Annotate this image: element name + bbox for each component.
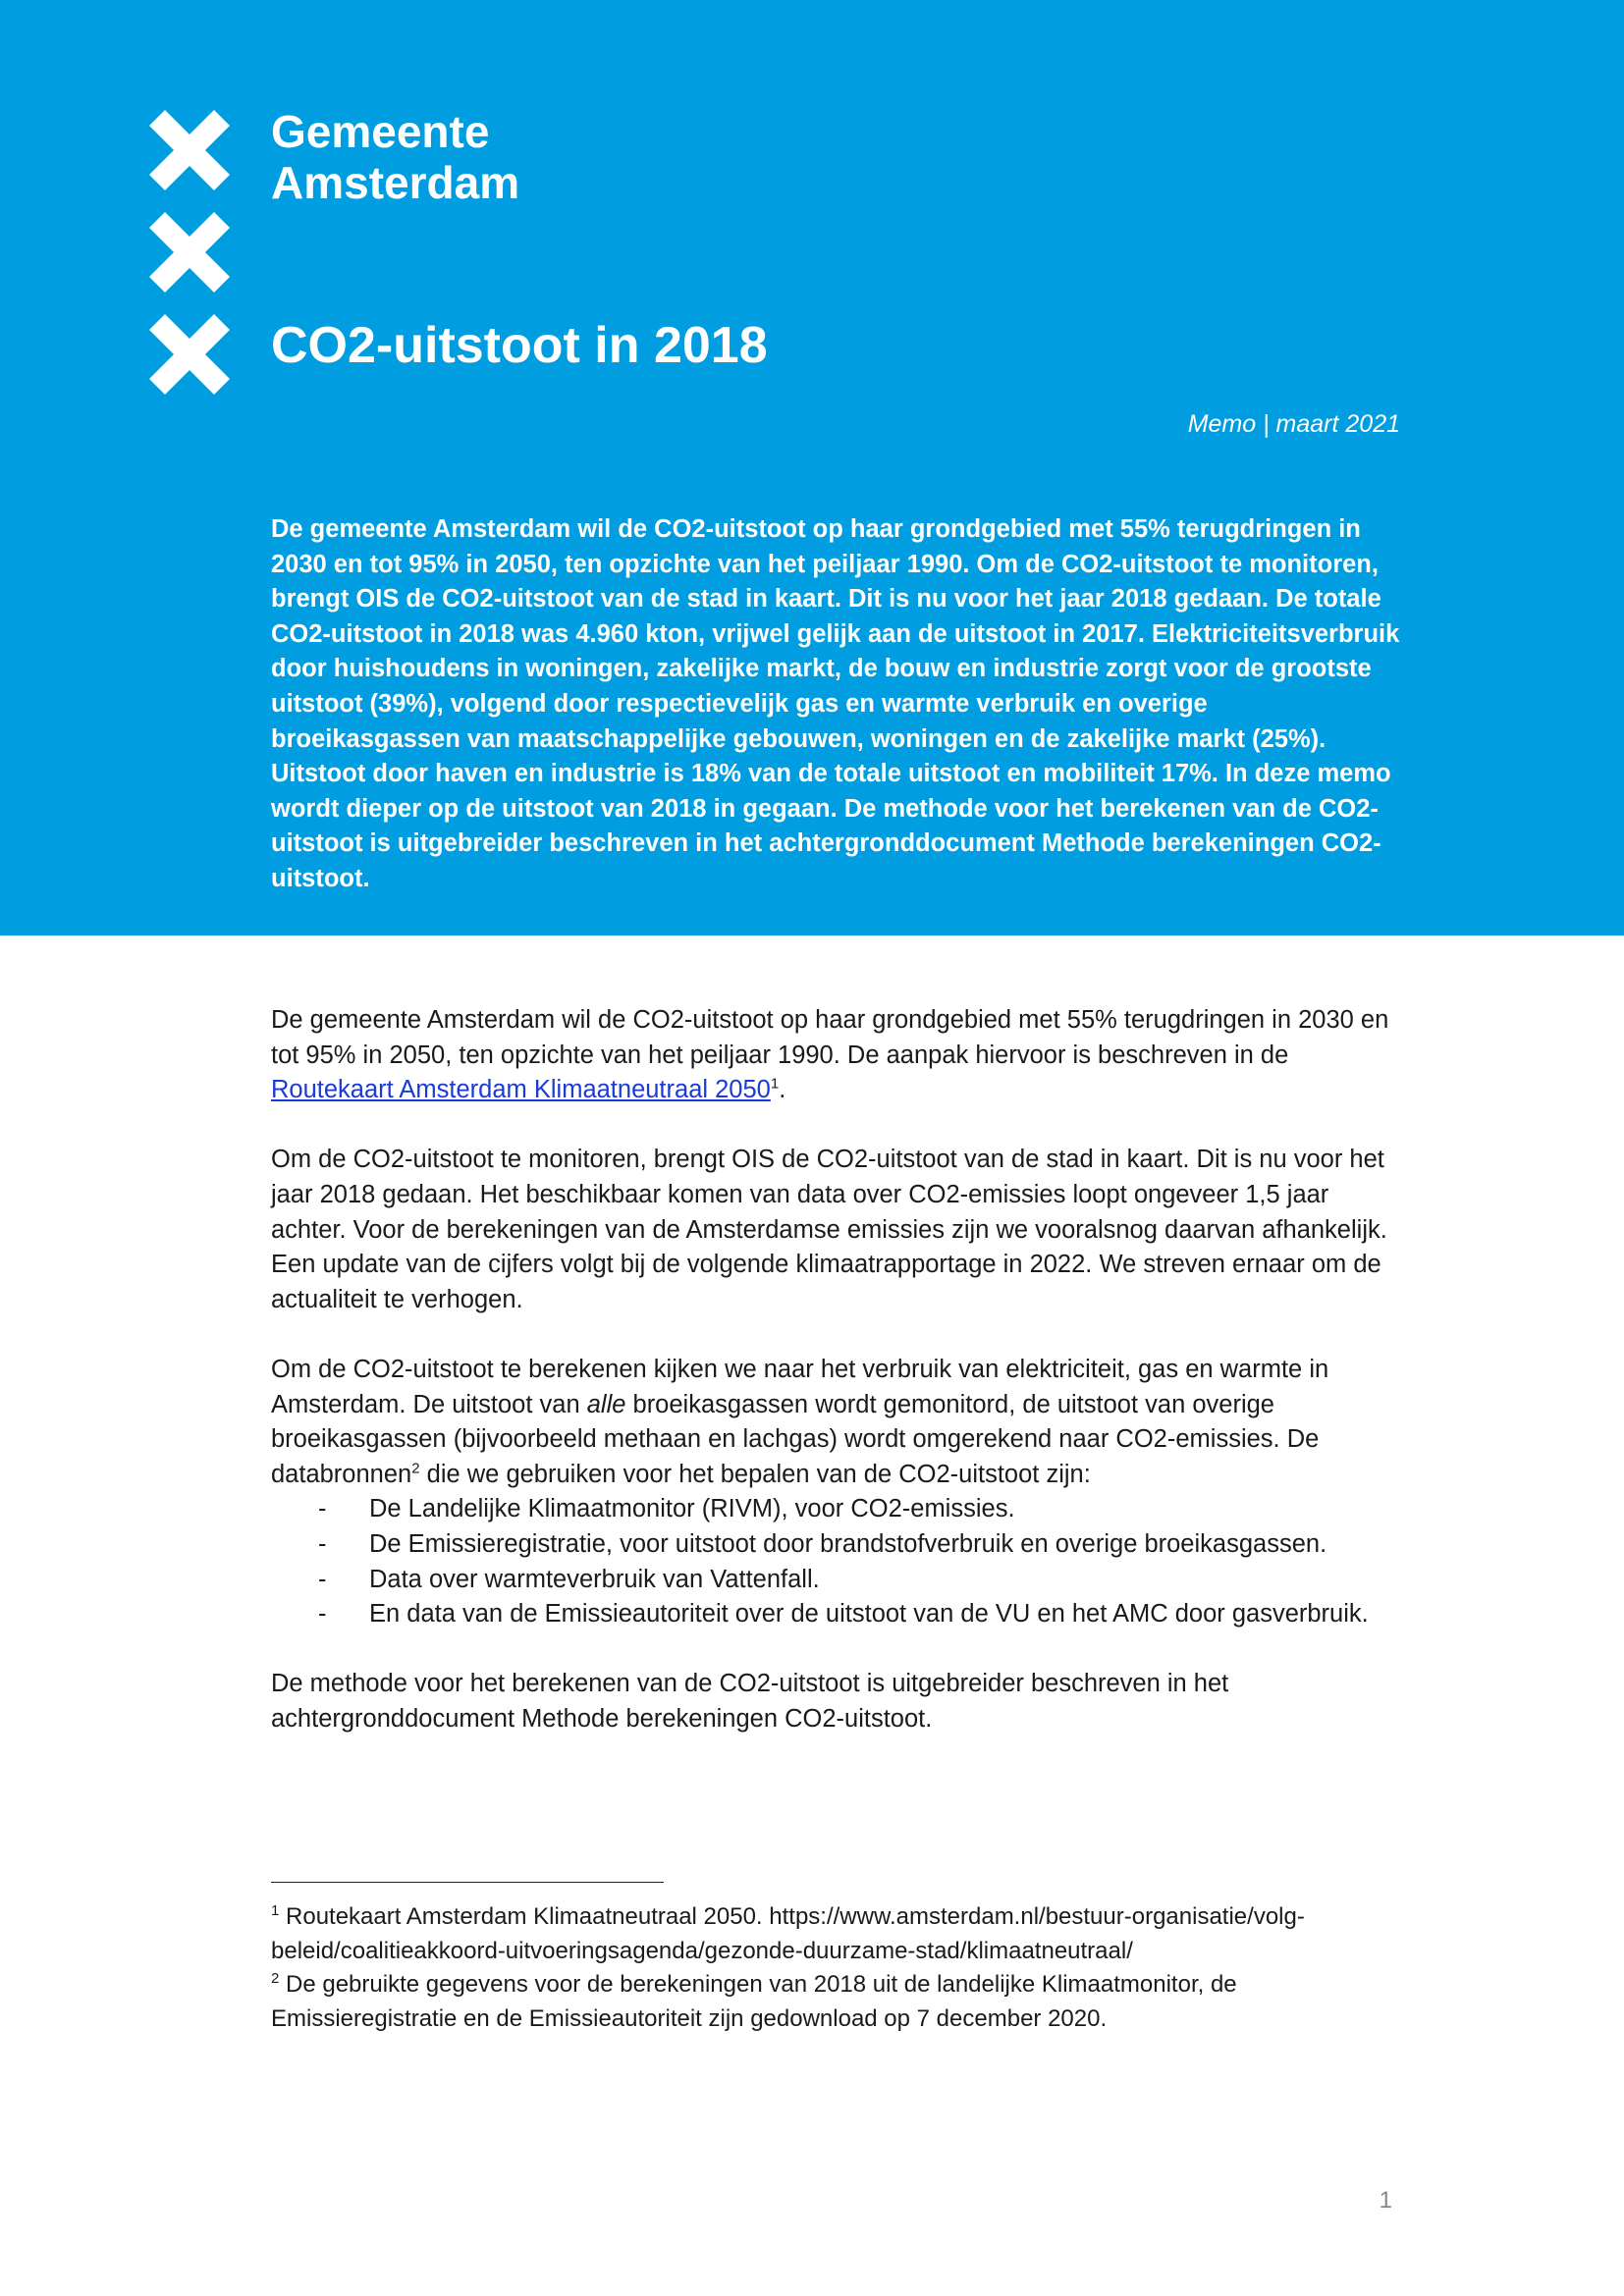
- footnote-ref-2[interactable]: 2: [411, 1460, 420, 1477]
- brand-name: [271, 106, 519, 208]
- header-banner: [0, 0, 1624, 935]
- footnote-divider: [271, 1882, 664, 1883]
- amsterdam-logo: [145, 106, 234, 412]
- paragraph-method: De methode voor het berekenen van de CO2-uitstoot is uitgebreider beschreven in het achtergronddocument Methode berekeningen CO2-uitstoot.: [271, 1670, 1229, 1733]
- routekaart-link[interactable]: Routekaart Amsterdam Klimaatneutraal 2050: [271, 1076, 771, 1104]
- list-item: - De Emissieregistratie, voor uitstoot door brandstofverbruik en overige broeikasgassen.: [271, 1527, 1400, 1563]
- calculation-text-a: Om de CO2-uitstoot te berekenen kijken we naar het verbruik van elektriciteit, gas en warmte in Amsterdam. De uitstoot van: [271, 1355, 1329, 1418]
- footnote-ref-1[interactable]: 1: [770, 1075, 780, 1093]
- footnote-2-text: De gebruikte gegevens voor de berekeningen van 2018 uit de landelijke Klimaatmonitor, de Emissieregistratie en de Emissieautoriteit zijn gedownload op 7 december 2020.: [271, 1971, 1237, 2032]
- list-item: - Data over warmteverbruik van Vattenfall.: [271, 1563, 1400, 1598]
- footnote-2: [271, 1968, 1400, 2036]
- calculation-text-b: broeikasgassen wordt gemonitord, de uitstoot van overige broeikasgassen (bijvoorbeeld methaan en lachgas) wordt omgerekend naar CO2-emissies. De databronnen: [271, 1390, 1320, 1488]
- brand-line-2: Amsterdam: [271, 157, 520, 208]
- calculation-text-c: die we gebruiken voor het bepalen van de CO2-uitstoot zijn:: [419, 1460, 1091, 1488]
- list-item: - De Landelijke Klimaatmonitor (RIVM), voor CO2-emissies.: [271, 1492, 1400, 1527]
- intro-text: De gemeente Amsterdam wil de CO2-uitstoot op haar grondgebied met 55% terugdringen in 2030 en tot 95% in 2050, ten opzichte van het peiljaar 1990. De aanpak hiervoor is beschreven in de: [271, 1006, 1389, 1069]
- paragraph-monitoring: Om de CO2-uitstoot te monitoren, brengt OIS de CO2-uitstoot van de stad in kaart. Dit is nu voor het jaar 2018 gedaan. Het beschikbaar komen van data over CO2-emissies loopt ongeveer 1,5 jaar achter. Voor de berekeningen van de Amsterdamse emissies zijn we vooralsnog daarvan afhankelijk. Een update van de cijfers volgt bij de volgende klimaatrapportage in 2022. We streven ernaar om de actualiteit te verhogen.: [271, 1146, 1387, 1313]
- footnote-1-number: 1: [271, 1902, 280, 1919]
- cross-icon: [145, 310, 234, 399]
- page-number: 1: [1379, 2187, 1392, 2214]
- list-item: - En data van de Emissieautoriteit over de uitstoot van de VU en het AMC door gasverbruik.: [271, 1597, 1400, 1632]
- document-title: CO2-uitstoot in 2018: [271, 317, 768, 374]
- cross-icon: [145, 106, 234, 194]
- footnote-2-number: 2: [271, 1970, 280, 1987]
- calculation-emphasis: alle: [586, 1390, 626, 1418]
- footnote-1-text: Routekaart Amsterdam Klimaatneutraal 2050. https://www.amsterdam.nl/bestuur-organisatie/volg-beleid/coalitieakkoord-uitvoeringsagenda/gezonde-duurzame-stad/klimaatneutraal/: [271, 1903, 1305, 1964]
- document-meta: Memo | maart 2021: [1187, 410, 1400, 438]
- data-sources-list: [271, 1492, 1400, 1631]
- body-text: [271, 1003, 1400, 1772]
- paragraph-calculation: [271, 1353, 1400, 1632]
- intro-end: .: [779, 1076, 786, 1104]
- footnote-1: [271, 1900, 1400, 1968]
- paragraph-intro: [271, 1003, 1400, 1108]
- footnotes: [271, 1900, 1400, 2036]
- summary-paragraph: De gemeente Amsterdam wil de CO2-uitstoot op haar grondgebied met 55% terugdringen in 2030 en tot 95% in 2050, ten opzichte van het peiljaar 1990. Om de CO2-uitstoot te monitoren, brengt OIS de CO2-uitstoot van de stad in kaart. Dit is nu voor het jaar 2018 gedaan. De totale CO2-uitstoot in 2018 was 4.960 kton, vrijwel gelijk aan de uitstoot in 2017. Elektriciteitsverbruik door huishoudens in woningen, zakelijke markt, de bouw en industrie zorgt voor de grootste uitstoot (39%), volgend door respectievelijk gas en warmte verbruik en overige broeikasgassen van maatschappelijke gebouwen, woningen en de zakelijke markt (25%). Uitstoot door haven en industrie is 18% van de totale uitstoot en mobiliteit 17%. In deze memo wordt dieper op de uitstoot van 2018 in gegaan. De methode voor het berekenen van de CO2-uitstoot is uitgebreider beschreven in het achtergronddocument Methode berekeningen CO2-uitstoot.: [271, 515, 1400, 892]
- brand-line-1: Gemeente: [271, 106, 490, 157]
- cross-icon: [145, 208, 234, 296]
